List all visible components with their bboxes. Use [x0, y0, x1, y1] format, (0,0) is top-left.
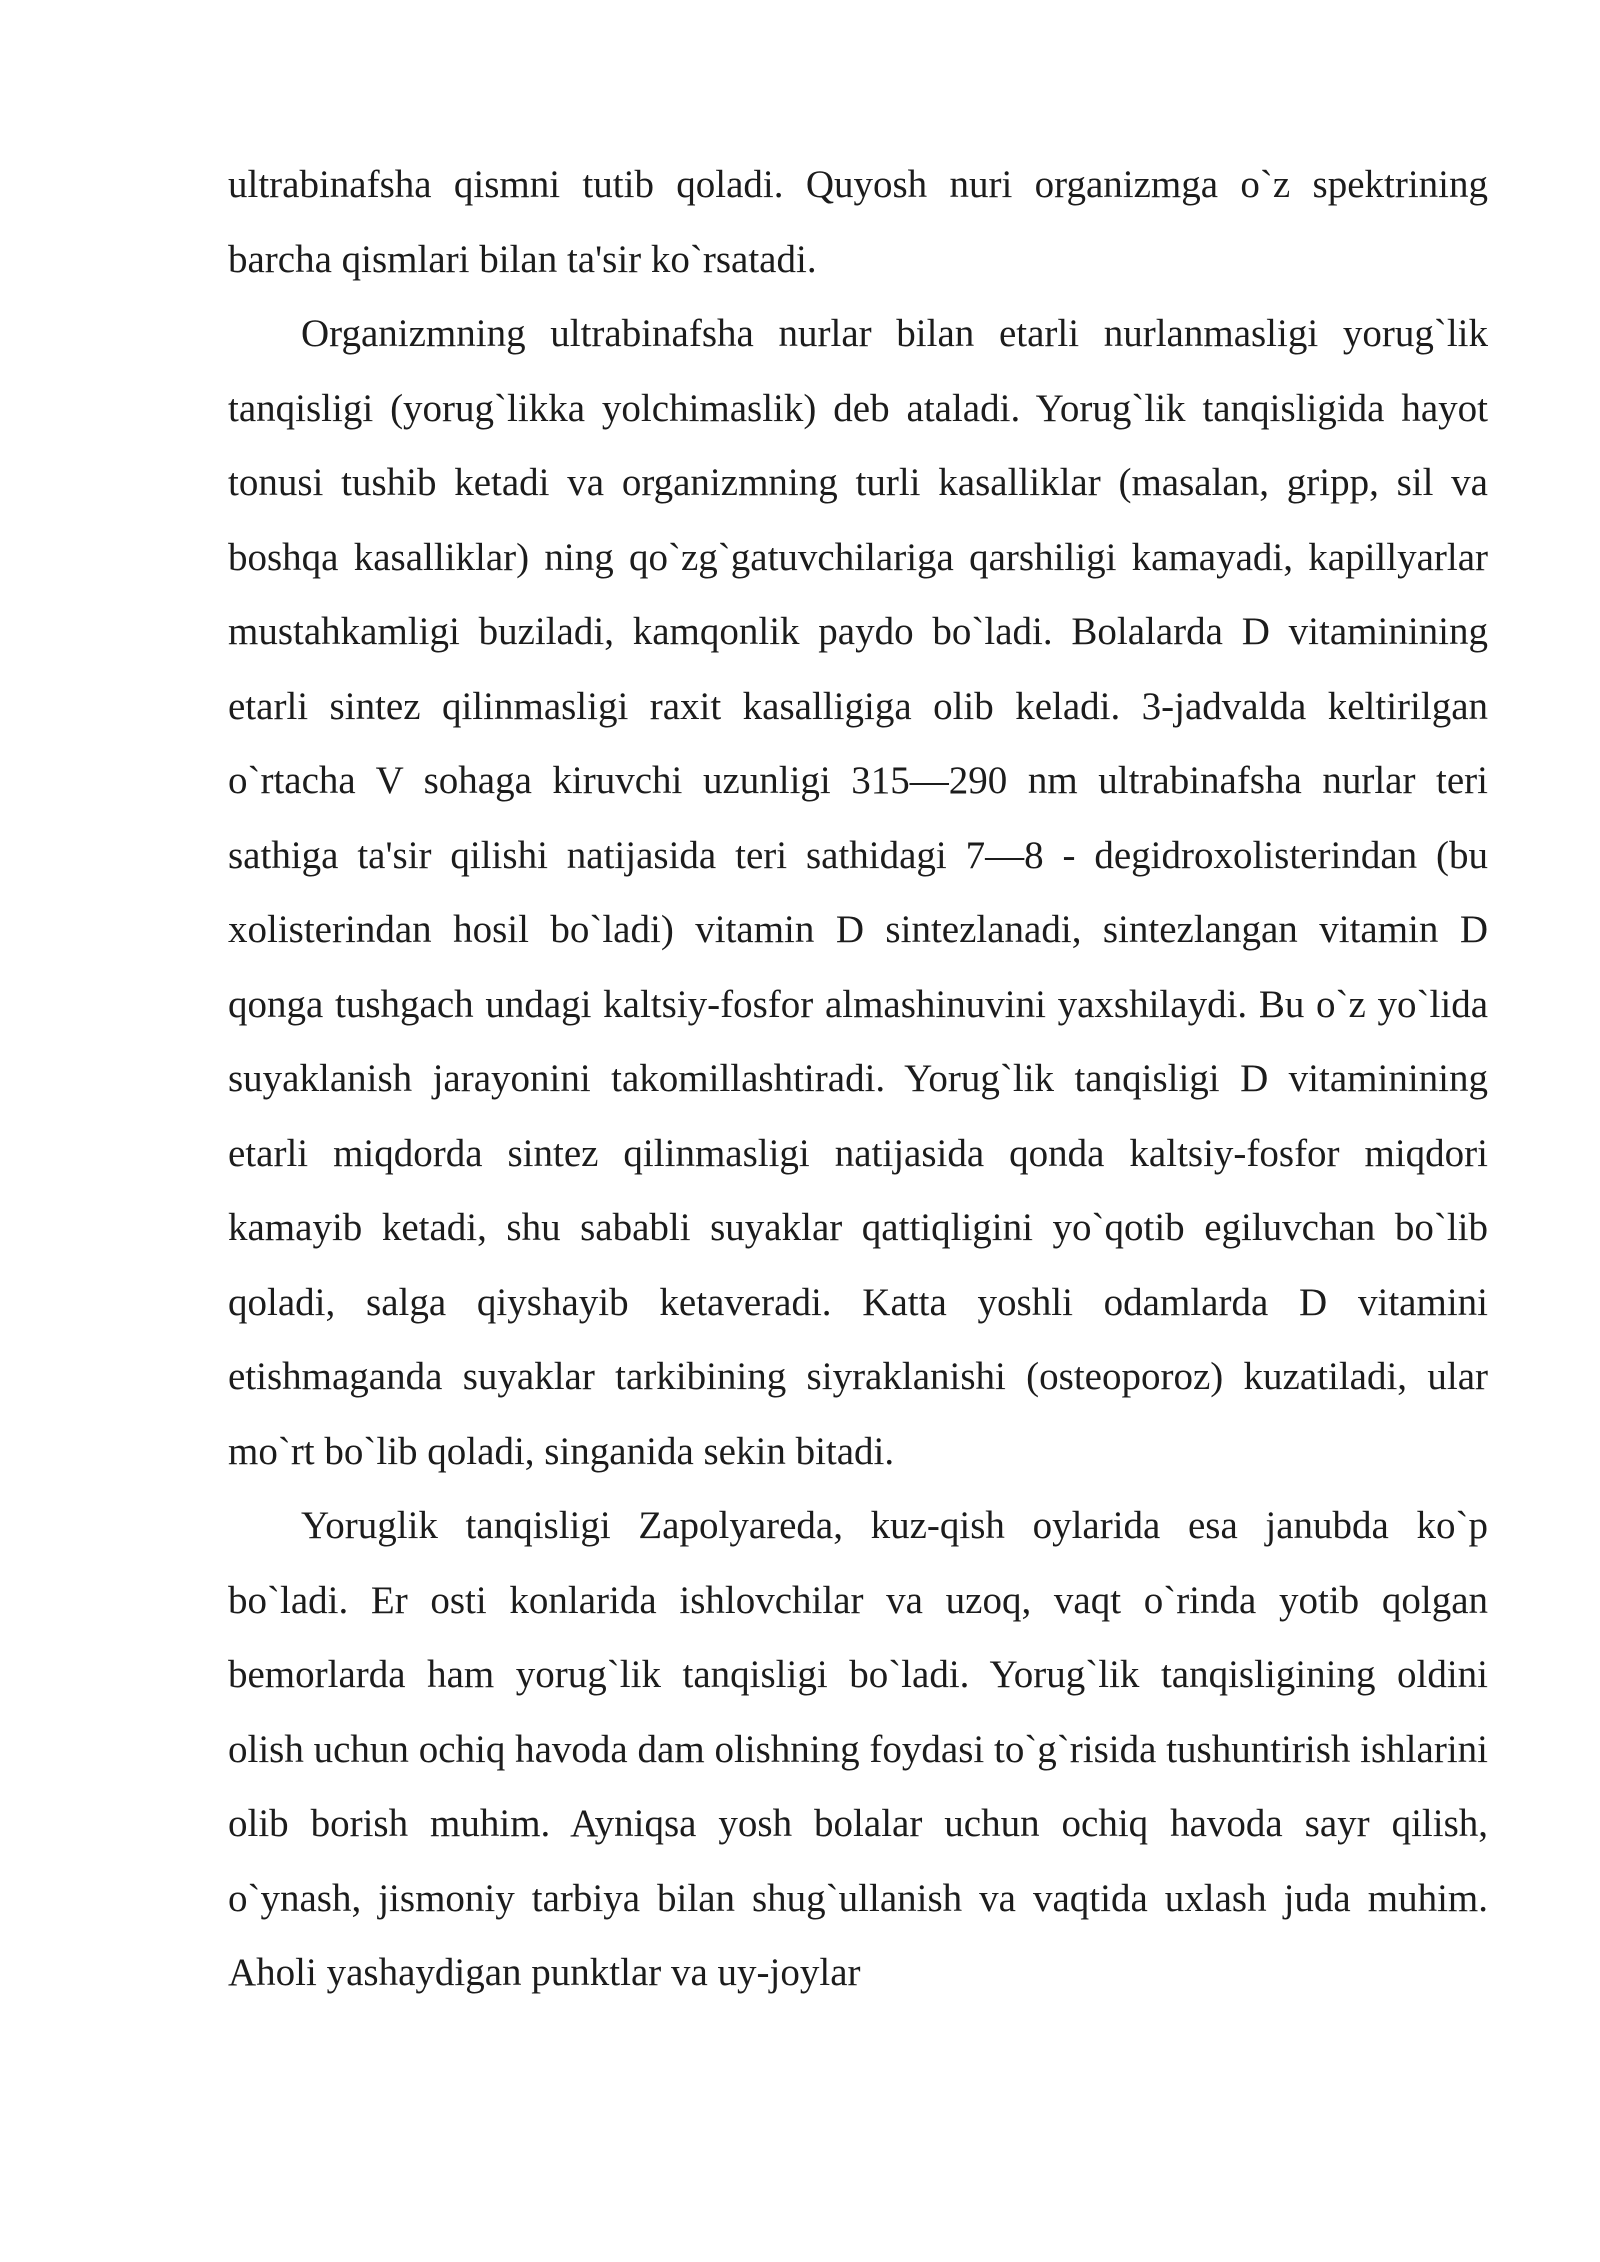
- document-page: [228, 148, 1488, 2011]
- paragraph-2: Organizmning ultrabinafsha nurlar bilan etarli nurlanmasligi yorug`lik tanqisligi (yorug`likka yolchimaslik) deb ataladi. Yorug`lik tanqisligida hayot tonusi tushib ketadi va organizmning turli kasalliklar (masalan, gripp, sil va boshqa kasalliklar) ning qo`zg`gatuvchilariga qarshiligi kamayadi, kapillyarlar mustahkamligi buziladi, kamqonlik paydo bo`ladi. Bolalarda D vitaminining etarli sintez qilinmasligi raxit kasalligiga olib keladi. 3-jadvalda keltirilgan o`rtacha V sohaga kiruvchi uzunligi 315—290 nm ultrabinafsha nurlar teri sathiga ta'sir qilishi natijasida teri sathidagi 7—8 - degidroxolisterindan (bu xolisterindan hosil bo`ladi) vitamin D sintezlanadi, sintezlangan vitamin D qonga tushgach undagi kaltsiy-fosfor almashinuvini yaxshilaydi. Bu o`z yo`lida suyaklanish jarayonini takomillashtiradi. Yorug`lik tanqisligi D vitaminining etarli miqdorda sintez qilinmasligi natijasida qonda kaltsiy-fosfor miqdori kamayib ketadi, shu sababli suyaklar qattiqligini yo`qotib egiluvchan bo`lib qoladi, salga qiyshayib ketaveradi. Katta yoshli odamlarda D vitamini etishmaganda suyaklar tarkibining siyraklanishi (osteoporoz) kuzatiladi, ular mo`rt bo`lib qoladi, singanida sekin bitadi.: [228, 312, 1488, 1473]
- paragraph-1: ultrabinafsha qismni tutib qoladi. Quyosh nuri organizmga o`z spektrining barcha qismlari bilan ta'sir ko`rsatadi.: [228, 163, 1488, 281]
- paragraph-3: Yoruglik tanqisligi Zapolyareda, kuz-qish oylarida esa janubda ko`p bo`ladi. Er osti konlarida ishlovchilar va uzoq, vaqt o`rinda yotib qolgan bemorlarda ham yorug`lik tanqisligi bo`ladi. Yorug`lik tanqisligining oldini olish uchun ochiq havoda dam olishning foydasi to`g`risida tushuntirish ishlarini olib borish muhim. Ayniqsa yosh bolalar uchun ochiq havoda sayr qilish, o`ynash, jismoniy tarbiya bilan shug`ullanish va vaqtida uxlash juda muhim. Aholi yashaydigan punktlar va uy-joylar: [228, 1504, 1488, 1994]
